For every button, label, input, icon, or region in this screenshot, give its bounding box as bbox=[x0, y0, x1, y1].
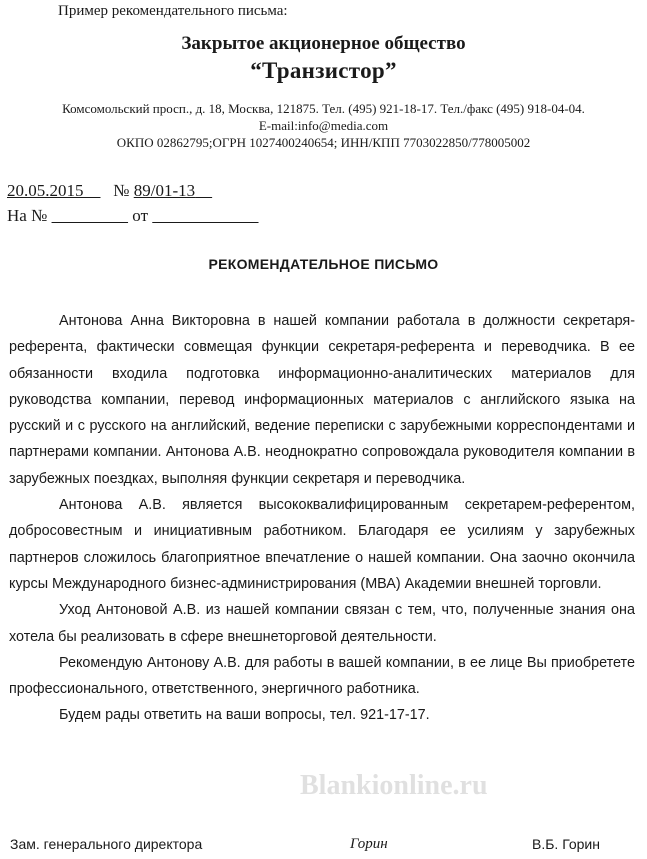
body-paragraph: Рекомендую Антонову А.В. для работы в вашей компании, в ее лице Вы приобретете профессионального, ответственного, энергичного работника. bbox=[9, 654, 635, 698]
company-codes: ОКПО 02862795;ОГРН 1027400240654; ИНН/КПП 7703022850/778005002 bbox=[116, 135, 531, 150]
reference-row bbox=[7, 206, 259, 226]
outgoing-date-row bbox=[7, 181, 212, 201]
body-paragraph: Антонова Анна Викторовна в нашей компании работала в должности секретаря-референта, фактически совмещая функции секретаря-референта и переводчика. В ее обязанности входила подготовка информационно-аналитических материалов для руководства компании, перевод информационных материалов с английского языка на русский и с русского на английский, ведение переписки с зарубежными корреспондентами и партнерами компании. Антонова А.В. неоднократно сопровождала руководителя компании в зарубежных поездках, выполняя функции секретаря и переводчика. bbox=[9, 313, 635, 487]
watermark: Blankionline.ru bbox=[300, 770, 488, 801]
reference-date-blank bbox=[152, 206, 258, 225]
outgoing-number: 89/01-13 bbox=[133, 181, 196, 200]
body-paragraph: Уход Антоновой А.В. из нашей компании связан с тем, что, полученные знания она хотела бы реализовать в сфере внешнеторговой деятельности. bbox=[9, 602, 635, 645]
company-email: E-mail:info@media.com bbox=[258, 118, 389, 133]
handwritten-signature: Горин bbox=[350, 836, 388, 852]
signatory-position: Зам. генерального директора bbox=[10, 836, 203, 852]
letter-body bbox=[9, 308, 635, 729]
signatory-name: В.Б. Горин bbox=[532, 836, 600, 852]
reference-from-label: от bbox=[132, 206, 149, 225]
company-name: “Транзистор” bbox=[250, 58, 397, 83]
reference-number-blank bbox=[52, 206, 129, 225]
company-type: Закрытое акционерное общество bbox=[181, 33, 466, 54]
letter-title: РЕКОМЕНДАТЕЛЬНОЕ ПИСЬМО bbox=[208, 256, 439, 272]
body-paragraph: Антонова А.В. является высококвалифицированным секретарем-референтом, добросовестным и инициативным работником. Благодаря ее усилиям у зарубежных партнеров сложилось благоприятное впечатление о нашей компании. Она заочно окончила курсы Международного бизнес-администрирования (МВА) Академии внешней торговли. bbox=[9, 497, 635, 592]
intro-caption: Пример рекомендательного письма: bbox=[58, 3, 288, 19]
body-paragraph: Будем рады ответить на ваши вопросы, тел. 921-17-17. bbox=[59, 707, 430, 724]
company-address: Комсомольский просп., д. 18, Москва, 121875. Тел. (495) 921-18-17. Тел./факс (495) 918-04-04. bbox=[62, 101, 585, 116]
outgoing-date: 20.05.2015 bbox=[7, 181, 84, 200]
outgoing-number-label: № bbox=[113, 181, 130, 200]
reference-number-label: На № bbox=[7, 206, 48, 225]
